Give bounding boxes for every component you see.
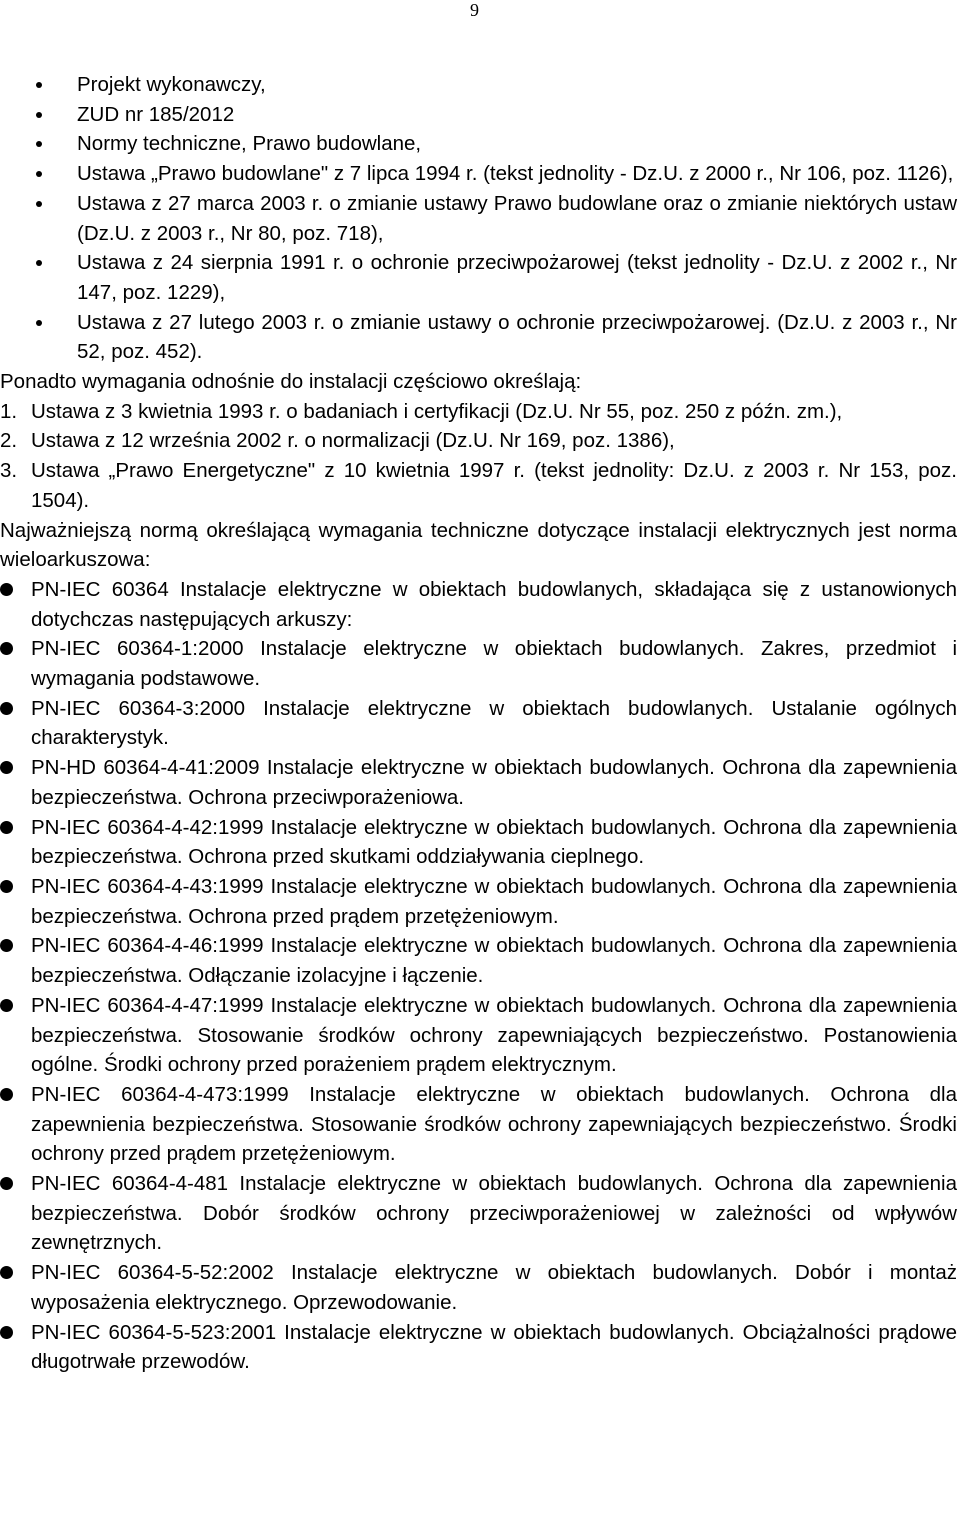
list-item: PN-IEC 60364-5-52:2002 Instalacje elektryczne w obiektach budowlanych. Dobór i montaż wyposażenia elektrycznego. Oprzewodowanie. <box>31 1258 957 1317</box>
list-item: ZUD nr 185/2012 <box>77 100 957 130</box>
list-item: Ustawa z 24 sierpnia 1991 r. o ochronie przeciwpożarowej (tekst jednolity - Dz.U. z 2002 r., Nr 147, poz. 1229), <box>77 248 957 307</box>
item-text: Ustawa „Prawo Energetyczne" z 10 kwietnia 1997 r. (tekst jednolity: Dz.U. z 2003 r. Nr 153, poz. 1504). <box>31 459 957 512</box>
list-item: PN-IEC 60364-5-523:2001 Instalacje elektryczne w obiektach budowlanych. Obciążalności prądowe długotrwałe przewodów. <box>31 1318 957 1377</box>
list-item <box>0 426 957 456</box>
document-body <box>0 70 957 1377</box>
list-item: Ustawa z 27 marca 2003 r. o zmianie ustawy Prawo budowlane oraz o zmianie niektórych ustaw (Dz.U. z 2003 r., Nr 80, poz. 718), <box>77 189 957 248</box>
list-item: PN-IEC 60364-4-473:1999 Instalacje elektryczne w obiektach budowlanych. Ochrona dla zapewnienia bezpieczeństwa. Stosowanie środków ochrony zapewniających bezpieczeństwo. Środki ochrony przed prądem przetężeniowym. <box>31 1080 957 1169</box>
item-number: 1. <box>0 399 18 423</box>
regulations-list <box>0 397 957 516</box>
item-text: Ustawa z 3 kwietnia 1993 r. o badaniach i certyfikacji (Dz.U. Nr 55, poz. 250 z późn. zm.), <box>31 399 843 423</box>
norm-intro: Najważniejszą normą określającą wymagania techniczne dotyczące instalacji elektrycznych jest norma wieloarkuszowa: <box>0 518 957 572</box>
list-item: PN-IEC 60364-1:2000 Instalacje elektryczne w obiektach budowlanych. Zakres, przedmiot i wymagania podstawowe. <box>31 634 957 693</box>
page-number: 9 <box>470 0 479 20</box>
list-item <box>0 397 957 427</box>
source-documents-list <box>0 70 957 367</box>
list-item: PN-IEC 60364-4-43:1999 Instalacje elektryczne w obiektach budowlanych. Ochrona dla zapewnienia bezpieczeństwa. Ochrona przed prądem przetężeniowym. <box>31 872 957 931</box>
list-item: Projekt wykonawczy, <box>77 70 957 100</box>
list-item: PN-IEC 60364-4-46:1999 Instalacje elektryczne w obiektach budowlanych. Ochrona dla zapewnienia bezpieczeństwa. Odłączanie izolacyjne i łączenie. <box>31 931 957 990</box>
list-item: PN-IEC 60364-4-481 Instalacje elektryczne w obiektach budowlanych. Ochrona dla zapewnienia bezpieczeństwa. Dobór środków ochrony przeciwporażeniowej w zależności od wpływów zewnętrznych. <box>31 1169 957 1258</box>
list-item <box>0 456 957 515</box>
list-item: Ustawa z 27 lutego 2003 r. o zmianie ustawy o ochronie przeciwpożarowej. (Dz.U. z 2003 r., Nr 52, poz. 452). <box>77 308 957 367</box>
item-number: 2. <box>0 429 18 453</box>
list-item: Ustawa „Prawo budowlane" z 7 lipca 1994 r. (tekst jednolity - Dz.U. z 2000 r., Nr 106, poz. 1126), <box>77 159 957 189</box>
item-text: Ustawa z 12 września 2002 r. o normalizacji (Dz.U. Nr 169, poz. 1386), <box>31 429 675 453</box>
list-item: PN-IEC 60364-4-47:1999 Instalacje elektryczne w obiektach budowlanych. Ochrona dla zapewnienia bezpieczeństwa. Stosowanie środków ochrony zapewniających bezpieczeństwo. Postanowienia ogólne. Środki ochrony przed porażeniem prądem elektrycznym. <box>31 991 957 1080</box>
item-number: 3. <box>0 459 18 483</box>
list-item: PN-IEC 60364-3:2000 Instalacje elektryczne w obiektach budowlanych. Ustalanie ogólnych charakterystyk. <box>31 694 957 753</box>
list-item: Normy techniczne, Prawo budowlane, <box>77 129 957 159</box>
list-item: PN-HD 60364-4-41:2009 Instalacje elektryczne w obiektach budowlanych. Ochrona dla zapewnienia bezpieczeństwa. Ochrona przeciwporażeniowa. <box>31 753 957 812</box>
norms-list <box>0 575 957 1377</box>
requirements-intro: Ponadto wymagania odnośnie do instalacji częściowo określają: <box>0 370 582 394</box>
list-item: PN-IEC 60364 Instalacje elektryczne w obiektach budowlanych, składająca się z ustanowionych dotychczas następujących arkuszy: <box>31 575 957 634</box>
list-item: PN-IEC 60364-4-42:1999 Instalacje elektryczne w obiektach budowlanych. Ochrona dla zapewnienia bezpieczeństwa. Ochrona przed skutkami oddziaływania cieplnego. <box>31 813 957 872</box>
